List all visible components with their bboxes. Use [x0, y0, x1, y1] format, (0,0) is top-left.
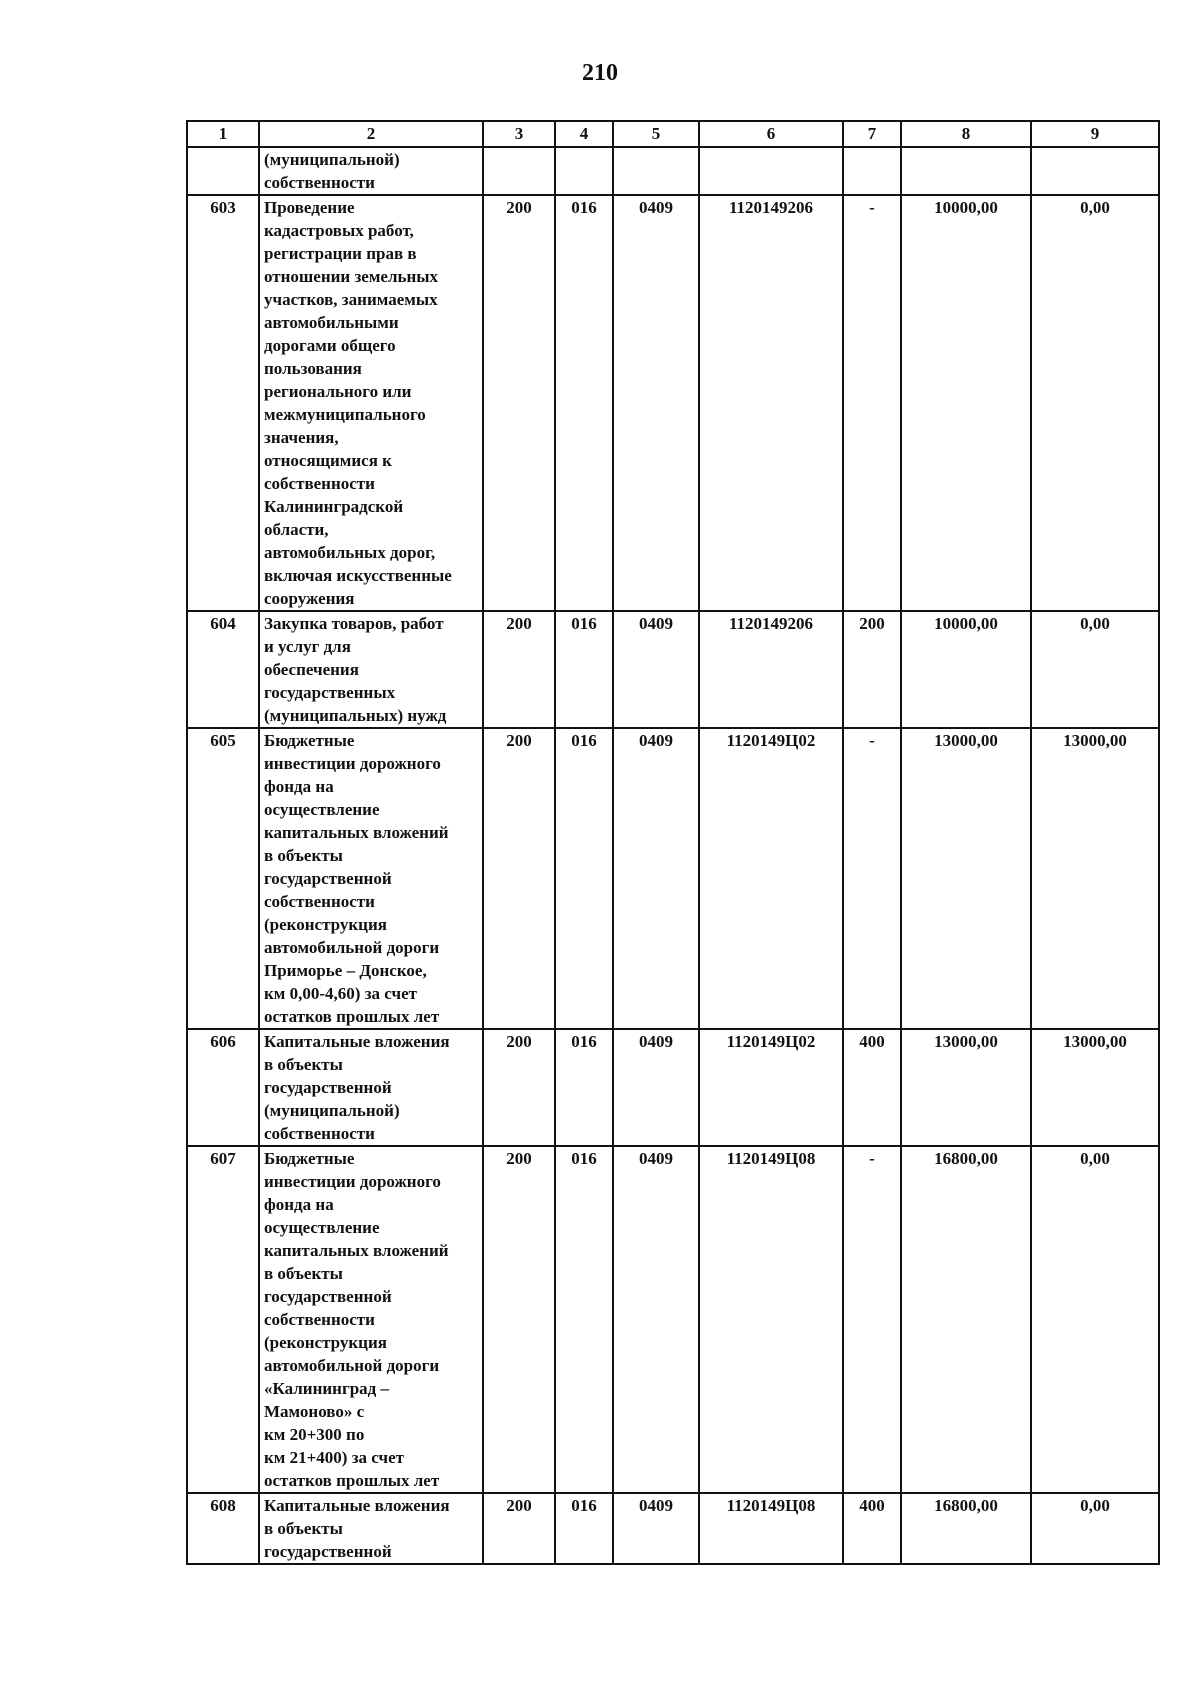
column-5-cell: 0409: [613, 611, 699, 728]
header-cell: 4: [555, 121, 613, 147]
description-line: автомобильных дорог,: [264, 543, 436, 562]
column-7-cell: 200: [843, 611, 901, 728]
column-4-cell: 016: [555, 1493, 613, 1564]
column-4-cell: 016: [555, 728, 613, 1029]
column-9-cell: 0,00: [1031, 1146, 1159, 1493]
description-line: Закупка товаров, работ: [264, 614, 444, 633]
description-line: в объекты: [264, 1519, 343, 1538]
description-line: Мамоново» с: [264, 1402, 365, 1421]
description-line: автомобильной дороги: [264, 938, 440, 957]
column-8-cell: 10000,00: [901, 195, 1031, 611]
description-line: Калининградской: [264, 497, 404, 516]
header-cell: 7: [843, 121, 901, 147]
column-8-cell: 10000,00: [901, 611, 1031, 728]
column-4-cell: 016: [555, 195, 613, 611]
description-line: инвестиции дорожного: [264, 754, 441, 773]
description-cell: [259, 1146, 483, 1493]
table-row: [187, 1146, 1159, 1493]
header-cell: 9: [1031, 121, 1159, 147]
table-body: [187, 147, 1159, 1564]
description-line: автомобильной дороги: [264, 1356, 440, 1375]
description-line: км 0,00-4,60) за счет: [264, 984, 417, 1003]
description-line: «Калининград –: [264, 1379, 389, 1398]
column-4-cell: 016: [555, 611, 613, 728]
column-8-cell: 13000,00: [901, 1029, 1031, 1146]
description-line: в объекты: [264, 846, 343, 865]
row-number-cell: 605: [187, 728, 259, 1029]
description-line: относящимися к: [264, 451, 392, 470]
column-6-cell: 1120149206: [699, 611, 843, 728]
header-cell: 6: [699, 121, 843, 147]
description-line: осуществление: [264, 800, 380, 819]
table-row: [187, 1493, 1159, 1564]
description-line: инвестиции дорожного: [264, 1172, 441, 1191]
budget-table: [186, 120, 1160, 1565]
table-row: [187, 147, 1159, 195]
description-line: включая искусственные: [264, 566, 452, 585]
column-3-cell: 200: [483, 195, 555, 611]
description-line: Бюджетные: [264, 731, 355, 750]
column-9-cell: [1031, 147, 1159, 195]
description-line: капитальных вложений: [264, 823, 449, 842]
header-cell: 2: [259, 121, 483, 147]
description-line: государственной: [264, 1287, 392, 1306]
table-row: [187, 195, 1159, 611]
column-6-cell: 1120149Ц08: [699, 1146, 843, 1493]
column-8-cell: [901, 147, 1031, 195]
description-line: Приморье – Донское,: [264, 961, 427, 980]
description-line: собственности: [264, 474, 375, 493]
description-line: (муниципальной): [264, 1101, 400, 1120]
description-line: государственных: [264, 683, 396, 702]
column-6-cell: 1120149Ц02: [699, 728, 843, 1029]
description-line: км 21+400) за счет: [264, 1448, 404, 1467]
table-row: [187, 1029, 1159, 1146]
header-cell: 5: [613, 121, 699, 147]
description-cell: [259, 1493, 483, 1564]
description-line: области,: [264, 520, 329, 539]
column-3-cell: 200: [483, 1146, 555, 1493]
description-line: в объекты: [264, 1264, 343, 1283]
description-line: дорогами общего: [264, 336, 396, 355]
column-6-cell: 1120149206: [699, 195, 843, 611]
column-3-cell: 200: [483, 1493, 555, 1564]
description-cell: [259, 195, 483, 611]
column-7-cell: 400: [843, 1029, 901, 1146]
description-cell: [259, 611, 483, 728]
table-row: [187, 611, 1159, 728]
column-3-cell: [483, 147, 555, 195]
column-7-cell: [843, 147, 901, 195]
description-cell: [259, 728, 483, 1029]
column-8-cell: 16800,00: [901, 1146, 1031, 1493]
description-line: автомобильными: [264, 313, 399, 332]
column-3-cell: 200: [483, 1029, 555, 1146]
column-5-cell: 0409: [613, 195, 699, 611]
column-6-cell: 1120149Ц08: [699, 1493, 843, 1564]
column-5-cell: 0409: [613, 1029, 699, 1146]
header-cell: 3: [483, 121, 555, 147]
column-9-cell: 0,00: [1031, 1493, 1159, 1564]
row-number-cell: 603: [187, 195, 259, 611]
description-line: собственности: [264, 173, 375, 192]
column-6-cell: 1120149Ц02: [699, 1029, 843, 1146]
row-number-cell: 607: [187, 1146, 259, 1493]
description-line: фонда на: [264, 777, 334, 796]
row-number-cell: 608: [187, 1493, 259, 1564]
description-line: Капитальные вложения: [264, 1496, 450, 1515]
header-cell: 1: [187, 121, 259, 147]
description-cell: [259, 147, 483, 195]
description-line: собственности: [264, 892, 375, 911]
row-number-cell: [187, 147, 259, 195]
description-line: и услуг для: [264, 637, 351, 656]
column-5-cell: 0409: [613, 728, 699, 1029]
column-5-cell: 0409: [613, 1493, 699, 1564]
description-line: значения,: [264, 428, 339, 447]
description-line: собственности: [264, 1310, 375, 1329]
description-line: Капитальные вложения: [264, 1032, 450, 1051]
column-7-cell: -: [843, 195, 901, 611]
description-line: сооружения: [264, 589, 355, 608]
column-5-cell: 0409: [613, 1146, 699, 1493]
header-cell: 8: [901, 121, 1031, 147]
column-6-cell: [699, 147, 843, 195]
column-9-cell: 0,00: [1031, 611, 1159, 728]
description-line: государственной: [264, 1542, 392, 1561]
description-cell: [259, 1029, 483, 1146]
row-number-cell: 606: [187, 1029, 259, 1146]
description-line: (муниципальной): [264, 150, 400, 169]
description-line: Проведение: [264, 198, 355, 217]
column-9-cell: 13000,00: [1031, 728, 1159, 1029]
column-9-cell: 0,00: [1031, 195, 1159, 611]
table-row: [187, 728, 1159, 1029]
description-line: остатков прошлых лет: [264, 1471, 440, 1490]
description-line: государственной: [264, 869, 392, 888]
description-line: обеспечения: [264, 660, 359, 679]
description-line: регистрации прав в: [264, 244, 417, 263]
description-line: (муниципальных) нужд: [264, 706, 447, 725]
column-7-cell: 400: [843, 1493, 901, 1564]
column-8-cell: 13000,00: [901, 728, 1031, 1029]
description-line: участков, занимаемых: [264, 290, 438, 309]
column-4-cell: 016: [555, 1146, 613, 1493]
description-line: регионального или: [264, 382, 412, 401]
column-5-cell: [613, 147, 699, 195]
description-line: кадастровых работ,: [264, 221, 414, 240]
description-line: Бюджетные: [264, 1149, 355, 1168]
description-line: межмуниципального: [264, 405, 426, 424]
column-7-cell: -: [843, 1146, 901, 1493]
description-line: (реконструкция: [264, 915, 387, 934]
row-number-cell: 604: [187, 611, 259, 728]
column-7-cell: -: [843, 728, 901, 1029]
description-line: капитальных вложений: [264, 1241, 449, 1260]
description-line: отношении земельных: [264, 267, 439, 286]
description-line: в объекты: [264, 1055, 343, 1074]
column-4-cell: [555, 147, 613, 195]
column-8-cell: 16800,00: [901, 1493, 1031, 1564]
header-row: [187, 121, 1159, 147]
page-number: 210: [582, 60, 618, 86]
description-line: (реконструкция: [264, 1333, 387, 1352]
description-line: осуществление: [264, 1218, 380, 1237]
column-9-cell: 13000,00: [1031, 1029, 1159, 1146]
description-line: государственной: [264, 1078, 392, 1097]
column-4-cell: 016: [555, 1029, 613, 1146]
description-line: пользования: [264, 359, 362, 378]
description-line: остатков прошлых лет: [264, 1007, 440, 1026]
column-3-cell: 200: [483, 611, 555, 728]
description-line: фонда на: [264, 1195, 334, 1214]
description-line: км 20+300 по: [264, 1425, 365, 1444]
description-line: собственности: [264, 1124, 375, 1143]
column-3-cell: 200: [483, 728, 555, 1029]
